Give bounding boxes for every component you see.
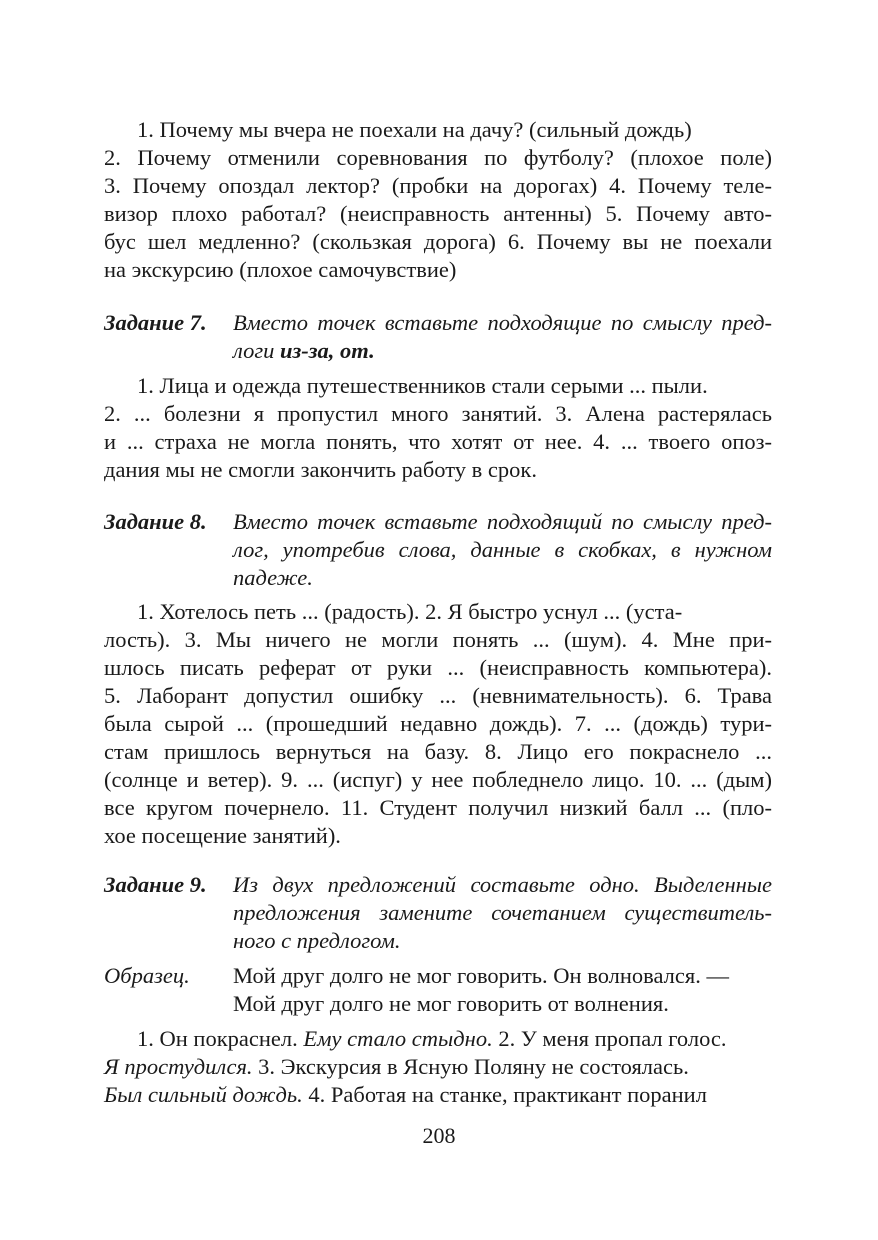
task-label: Задание 8.	[104, 509, 207, 534]
highlighted-sentence: Ему стало стыдно.	[303, 1026, 493, 1051]
highlighted-sentence: Был сильный дождь.	[104, 1082, 303, 1107]
paragraph-line: визор плохо работал? (неисправность антенны) 5. Почему авто-	[104, 201, 772, 226]
paragraph-line: дания мы не смогли закончить работу в срок.	[104, 457, 537, 482]
text-run: 3. Экскурсия в Ясную Поляну не состоялась.	[252, 1054, 689, 1079]
paragraph-line: 5. Лаборант допустил ошибку ... (невнимательность). 6. Трава	[104, 683, 772, 708]
task-instruction-line: Вместо точек вставьте подходящий по смыслу пред-	[233, 509, 772, 534]
page-number: 208	[422, 1123, 456, 1148]
instruction-emphasis: из-за, от.	[280, 338, 375, 363]
paragraph-line: 1. Лица и одежда путешественников стали серыми ... пыли.	[137, 373, 708, 398]
highlighted-sentence: Я простудился.	[104, 1054, 253, 1079]
paragraph-line: шлось писать реферат от руки ... (неисправность компьютера).	[104, 655, 772, 680]
text-run: 1. Он покраснел.	[137, 1026, 304, 1051]
paragraph-line: на экскурсию (плохое самочувствие)	[104, 257, 457, 282]
task-instruction-line: Вместо точек вставьте подходящие по смыслу пред-	[233, 310, 772, 335]
paragraph-line: стам пришлось вернуться на базу. 8. Лицо его покраснело ...	[104, 739, 772, 764]
paragraph-line: 2. ... болезни я пропустил много занятий. 3. Алена растерялась	[104, 401, 772, 426]
task-label: Задание 7.	[104, 310, 207, 335]
paragraph-line: 1. Хотелось петь ... (радость). 2. Я быстро уснул ... (уста-	[137, 599, 683, 624]
paragraph-line: (солнце и ветер). 9. ... (испуг) у нее побледнело лицо. 10. ... (дым)	[104, 767, 772, 792]
text-run: 4. Работая на станке, практикант поранил	[302, 1082, 707, 1107]
paragraph-line	[104, 1053, 772, 1081]
paragraph-line	[137, 1025, 772, 1053]
instruction-text: логи	[233, 338, 280, 363]
task-instruction-line	[233, 337, 772, 365]
paragraph-line	[104, 1081, 772, 1109]
task-instruction-line: падеже.	[233, 565, 313, 590]
paragraph-line: 3. Почему опоздал лектор? (пробки на дорогах) 4. Почему теле-	[104, 173, 772, 198]
sample-line: Мой друг долго не мог говорить от волнения.	[233, 991, 669, 1016]
paragraph-line: все кругом почернело. 11. Студент получил низкий балл ... (пло-	[104, 795, 772, 820]
paragraph-line: хое посещение занятий).	[104, 823, 341, 848]
sample-line: Мой друг долго не мог говорить. Он волновался. —	[233, 963, 729, 988]
task-instruction-line: лог, употребив слова, данные в скобках, в нужном	[233, 537, 772, 562]
text-run: 2. У меня пропал голос.	[492, 1026, 727, 1051]
task-instruction-line: ного с предлогом.	[233, 928, 401, 953]
paragraph-line: 1. Почему мы вчера не поехали на дачу? (сильный дождь)	[137, 117, 692, 142]
paragraph-line: была сырой ... (прошедший недавно дождь). 7. ... (дождь) тури-	[104, 711, 772, 736]
paragraph-line: лость). 3. Мы ничего не могли понять ... (шум). 4. Мне при-	[104, 627, 772, 652]
paragraph-line: 2. Почему отменили соревнования по футболу? (плохое поле)	[104, 145, 772, 170]
paragraph-line: и ... страха не могла понять, что хотят от нее. 4. ... твоего опоз-	[104, 429, 772, 454]
task-instruction-line: предложения замените сочетанием существитель-	[233, 900, 772, 925]
task-instruction-line: Из двух предложений составьте одно. Выделенные	[233, 872, 772, 897]
paragraph-line: бус шел медленно? (скользкая дорога) 6. Почему вы не поехали	[104, 229, 772, 254]
task-label: Задание 9.	[104, 872, 207, 897]
sample-label: Образец.	[104, 963, 190, 988]
